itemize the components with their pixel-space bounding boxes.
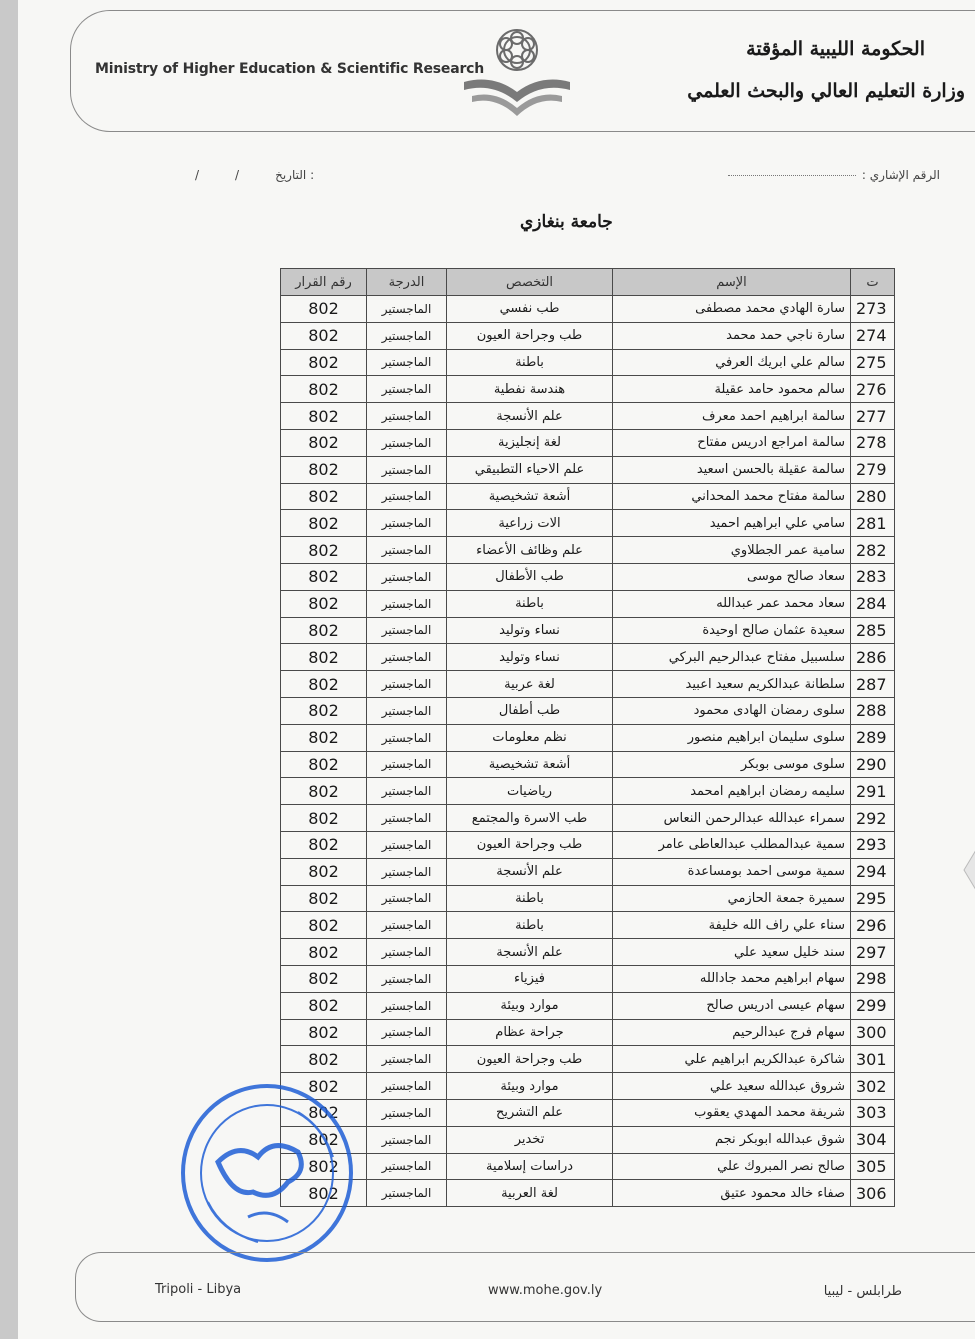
table-row (281, 778, 895, 805)
decision-number: 802 (281, 296, 367, 323)
student-name: سامي علي ابراهيم احميد (613, 510, 851, 537)
table-row (281, 403, 895, 430)
degree: الماجستير (367, 697, 447, 724)
degree: الماجستير (367, 456, 447, 483)
row-number: 277 (851, 403, 895, 430)
table-row (281, 483, 895, 510)
table-row (281, 965, 895, 992)
header-degree: الدرجة (367, 269, 447, 296)
specialty: علم التشريح (447, 1099, 613, 1126)
specialty: طب وجراحة العيون (447, 831, 613, 858)
row-number: 296 (851, 912, 895, 939)
degree: الماجستير (367, 644, 447, 671)
specialty: موارد وبيئة (447, 992, 613, 1019)
page-curl-icon (962, 850, 975, 890)
row-number: 305 (851, 1153, 895, 1180)
student-name: سعاد محمد عمر عبدالله (613, 590, 851, 617)
degree: الماجستير (367, 965, 447, 992)
decision-number: 802 (281, 1073, 367, 1100)
specialty: طب وجراحة العيون (447, 1046, 613, 1073)
date-field (195, 168, 314, 182)
specialty: باطنة (447, 349, 613, 376)
specialty: علم الأنسجة (447, 403, 613, 430)
row-number: 303 (851, 1099, 895, 1126)
specialty: لغة عربية (447, 671, 613, 698)
student-name: سليمه رمضان ابراهيم امحمد (613, 778, 851, 805)
table-row (281, 563, 895, 590)
degree: الماجستير (367, 885, 447, 912)
specialty: نساء وتوليد (447, 617, 613, 644)
specialty: موارد وبيئة (447, 1073, 613, 1100)
date-slash-2: / (235, 168, 240, 182)
decision-number: 802 (281, 1046, 367, 1073)
table-row (281, 510, 895, 537)
student-name: سميرة جمعة الحازمي (613, 885, 851, 912)
specialty: علم وظائف الأعضاء (447, 537, 613, 564)
decision-number: 802 (281, 751, 367, 778)
degree: الماجستير (367, 1046, 447, 1073)
table-row (281, 456, 895, 483)
degree: الماجستير (367, 939, 447, 966)
row-number: 292 (851, 805, 895, 832)
student-name: سالم محمود حامد عقيلة (613, 376, 851, 403)
decision-number: 802 (281, 563, 367, 590)
row-number: 301 (851, 1046, 895, 1073)
row-number: 273 (851, 296, 895, 323)
degree: الماجستير (367, 537, 447, 564)
decision-number: 802 (281, 349, 367, 376)
row-number: 283 (851, 563, 895, 590)
row-number: 294 (851, 858, 895, 885)
table-row (281, 1180, 895, 1207)
row-number: 304 (851, 1126, 895, 1153)
decision-number: 802 (281, 912, 367, 939)
row-number: 300 (851, 1019, 895, 1046)
table-row (281, 296, 895, 323)
decision-number: 802 (281, 885, 367, 912)
specialty: علم الأنسجة (447, 858, 613, 885)
student-name: سلطانة عبدالكريم سعيد اعبيد (613, 671, 851, 698)
specialty: فيزياء (447, 965, 613, 992)
student-name: سعيدة عثمان صالح اوحيدة (613, 617, 851, 644)
decision-number: 802 (281, 992, 367, 1019)
student-name: سهام ابراهيم محمد جادالله (613, 965, 851, 992)
decision-number: 802 (281, 724, 367, 751)
degree: الماجستير (367, 831, 447, 858)
specialty: باطنة (447, 885, 613, 912)
footer-website: www.mohe.gov.ly (488, 1283, 603, 1298)
specialty: تخدير (447, 1126, 613, 1153)
header-decision: رقم القرار (281, 269, 367, 296)
row-number: 302 (851, 1073, 895, 1100)
ministry-name-ar: وزارة التعليم العالي والبحث العلمي (687, 80, 965, 102)
header-no: ت (851, 269, 895, 296)
table-row (281, 724, 895, 751)
decision-number: 802 (281, 617, 367, 644)
decision-number: 802 (281, 1126, 367, 1153)
specialty: هندسة نفطية (447, 376, 613, 403)
student-name: صفاء خالد محمود عتيق (613, 1180, 851, 1207)
specialty: لغة إنجليزية (447, 429, 613, 456)
row-number: 289 (851, 724, 895, 751)
table-row (281, 697, 895, 724)
specialty: طب الأطفال (447, 563, 613, 590)
table-row (281, 1073, 895, 1100)
student-name: صالح نصر المبروك علي (613, 1153, 851, 1180)
table-row (281, 831, 895, 858)
degree: الماجستير (367, 617, 447, 644)
degree: الماجستير (367, 1073, 447, 1100)
student-name: شوق عبدالله ابوبكر نجم (613, 1126, 851, 1153)
student-name: سند خليل سعيد علي (613, 939, 851, 966)
student-name: سهام فرج عبدالرحيم (613, 1019, 851, 1046)
student-name: شروق عبدالله سعيد علي (613, 1073, 851, 1100)
ministry-logo-icon (458, 26, 576, 118)
degree: الماجستير (367, 590, 447, 617)
table-row (281, 992, 895, 1019)
degree: الماجستير (367, 429, 447, 456)
student-name: سهام عيسى ادريس صالح (613, 992, 851, 1019)
row-number: 288 (851, 697, 895, 724)
row-number: 280 (851, 483, 895, 510)
decision-number: 802 (281, 403, 367, 430)
specialty: نساء وتوليد (447, 644, 613, 671)
row-number: 295 (851, 885, 895, 912)
reference-number (728, 168, 940, 182)
official-stamp-icon (178, 1082, 356, 1264)
student-name: سارة الهادي محمد مصطفى (613, 296, 851, 323)
decision-number: 802 (281, 590, 367, 617)
decision-number: 802 (281, 858, 367, 885)
student-name: سامية عمر الجطلاوي (613, 537, 851, 564)
row-number: 276 (851, 376, 895, 403)
row-number: 282 (851, 537, 895, 564)
student-name: سالمة ابراهيم احمد معرف (613, 403, 851, 430)
student-name: سالمة امراجع ادريس مفتاح (613, 429, 851, 456)
table-row (281, 1126, 895, 1153)
specialty: طب أطفال (447, 697, 613, 724)
degree: الماجستير (367, 805, 447, 832)
student-name: شريفة محمد المهدي يعقوب (613, 1099, 851, 1126)
specialty: طب وجراحة العيون (447, 322, 613, 349)
row-number: 306 (851, 1180, 895, 1207)
degree: الماجستير (367, 296, 447, 323)
row-number: 284 (851, 590, 895, 617)
degree: الماجستير (367, 1126, 447, 1153)
header-specialty: التخصص (447, 269, 613, 296)
student-name: سلوى سليمان ابراهيم منصور (613, 724, 851, 751)
table-row (281, 858, 895, 885)
decision-number: 802 (281, 483, 367, 510)
table-row (281, 590, 895, 617)
degree: الماجستير (367, 403, 447, 430)
government-name-ar: الحكومة الليبية المؤقتة (746, 38, 925, 60)
decision-number: 802 (281, 1019, 367, 1046)
table-row (281, 617, 895, 644)
degree: الماجستير (367, 510, 447, 537)
specialty: نظم معلومات (447, 724, 613, 751)
table-row (281, 805, 895, 832)
table-row (281, 644, 895, 671)
university-title: جامعة بنغازي (520, 212, 613, 232)
degree: الماجستير (367, 322, 447, 349)
table-row (281, 429, 895, 456)
degree: الماجستير (367, 912, 447, 939)
row-number: 275 (851, 349, 895, 376)
decision-number: 802 (281, 805, 367, 832)
specialty: طب الاسرة والمجتمع (447, 805, 613, 832)
student-name: سارة ناجي حمد محمد (613, 322, 851, 349)
degree: الماجستير (367, 751, 447, 778)
decision-number: 802 (281, 322, 367, 349)
specialty: علم الاحياء التطبيقي (447, 456, 613, 483)
specialty: جراحة عظام (447, 1019, 613, 1046)
specialty: رياضيات (447, 778, 613, 805)
student-name: سعاد صالح موسى (613, 563, 851, 590)
row-number: 297 (851, 939, 895, 966)
decision-number: 802 (281, 831, 367, 858)
row-number: 285 (851, 617, 895, 644)
decision-number: 802 (281, 429, 367, 456)
student-name: سناء علي راف الله خليفة (613, 912, 851, 939)
table-row (281, 322, 895, 349)
row-number: 278 (851, 429, 895, 456)
decision-number: 802 (281, 939, 367, 966)
specialty: الات زراعية (447, 510, 613, 537)
specialty: دراسات إسلامية (447, 1153, 613, 1180)
degree: الماجستير (367, 858, 447, 885)
specialty: علم الأنسجة (447, 939, 613, 966)
student-name: سلوى رمضان الهادى محمود (613, 697, 851, 724)
table-row (281, 671, 895, 698)
specialty: أشعة تشخيصية (447, 751, 613, 778)
degree: الماجستير (367, 1180, 447, 1207)
student-name: سلسبيل مفتاح عبدالرحيم البركي (613, 644, 851, 671)
student-name: سمية موسى احمد بومساعدة (613, 858, 851, 885)
decision-number: 802 (281, 456, 367, 483)
table-row (281, 1019, 895, 1046)
date-label: التاريخ : (275, 168, 315, 182)
decision-number: 802 (281, 1180, 367, 1207)
table-row (281, 376, 895, 403)
degree: الماجستير (367, 349, 447, 376)
decision-number: 802 (281, 1099, 367, 1126)
table-row (281, 349, 895, 376)
row-number: 281 (851, 510, 895, 537)
specialty: أشعة تشخيصية (447, 483, 613, 510)
decision-number: 802 (281, 537, 367, 564)
degree: الماجستير (367, 1153, 447, 1180)
specialty: لغة العربية (447, 1180, 613, 1207)
student-name: سلوى موسى بوبكر (613, 751, 851, 778)
row-number: 298 (851, 965, 895, 992)
decision-number: 802 (281, 778, 367, 805)
degree: الماجستير (367, 671, 447, 698)
specialty: باطنة (447, 912, 613, 939)
student-name: شاكرة عبدالكريم ابراهيم علي (613, 1046, 851, 1073)
degree: الماجستير (367, 483, 447, 510)
decision-number: 802 (281, 510, 367, 537)
graduates-table (280, 268, 895, 1207)
student-name: سمية عبدالمطلب عبدالعاطى عامر (613, 831, 851, 858)
table-header-row (281, 269, 895, 296)
degree: الماجستير (367, 778, 447, 805)
decision-number: 802 (281, 1153, 367, 1180)
student-name: سالمة عقيلة بالحسن اسعيد (613, 456, 851, 483)
student-name: سمراء عبدالله عبدالرحمن النعاس (613, 805, 851, 832)
row-number: 293 (851, 831, 895, 858)
degree: الماجستير (367, 376, 447, 403)
ministry-name-en: Ministry of Higher Education & Scientific Research (95, 61, 485, 77)
table-row (281, 1099, 895, 1126)
row-number: 274 (851, 322, 895, 349)
row-number: 290 (851, 751, 895, 778)
degree: الماجستير (367, 563, 447, 590)
decision-number: 802 (281, 376, 367, 403)
row-number: 279 (851, 456, 895, 483)
footer-city-ar: طرابلس - ليبيا (823, 1284, 902, 1299)
date-slash-1: / (195, 168, 200, 182)
specialty: طب نفسي (447, 296, 613, 323)
degree: الماجستير (367, 724, 447, 751)
table-row (281, 1153, 895, 1180)
table-row (281, 912, 895, 939)
reference-label: الرقم الإشاري : (861, 168, 940, 182)
footer-city-en: Tripoli - Libya (155, 1282, 242, 1297)
degree: الماجستير (367, 1019, 447, 1046)
row-number: 286 (851, 644, 895, 671)
table-row (281, 751, 895, 778)
student-name: سالم علي ابريك العرفي (613, 349, 851, 376)
decision-number: 802 (281, 671, 367, 698)
specialty: باطنة (447, 590, 613, 617)
table-row (281, 939, 895, 966)
reference-line (728, 175, 856, 176)
table-row (281, 885, 895, 912)
decision-number: 802 (281, 697, 367, 724)
degree: الماجستير (367, 1099, 447, 1126)
table-row (281, 1046, 895, 1073)
student-name: سالمة مفتاح محمد المحداني (613, 483, 851, 510)
header-name: الإسم (613, 269, 851, 296)
table-row (281, 537, 895, 564)
decision-number: 802 (281, 965, 367, 992)
row-number: 299 (851, 992, 895, 1019)
degree: الماجستير (367, 992, 447, 1019)
row-number: 291 (851, 778, 895, 805)
row-number: 287 (851, 671, 895, 698)
decision-number: 802 (281, 644, 367, 671)
scan-margin (0, 0, 18, 1339)
